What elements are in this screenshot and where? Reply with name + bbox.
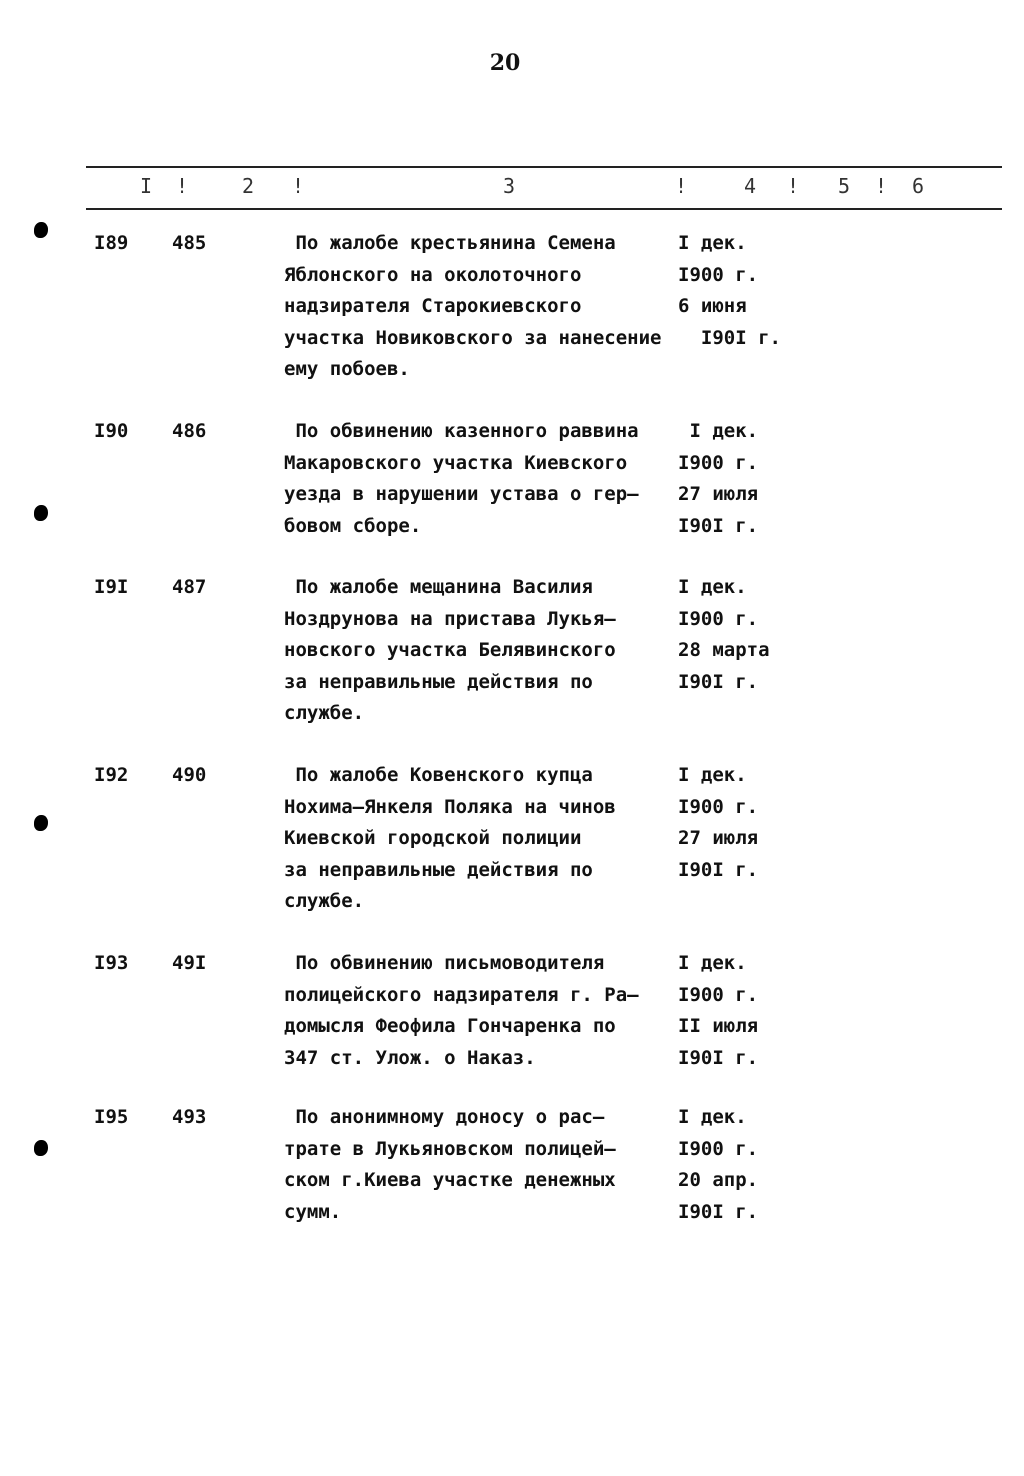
table-header-row <box>86 174 1002 200</box>
description-line: домысля Феофила Гончаренка по <box>284 1015 616 1037</box>
date-line: I90I г. <box>678 514 759 537</box>
punch-hole-icon <box>34 815 48 831</box>
entry-number: I89 <box>94 232 129 254</box>
date-line: I90I г. <box>678 1200 759 1223</box>
file-number: 493 <box>172 1106 207 1128</box>
case-description <box>284 760 679 918</box>
description-line: По жалобе мещанина Василия <box>284 576 593 598</box>
description-line: По жалобе Ковенского купца <box>284 764 593 786</box>
case-description <box>284 228 679 386</box>
date-line: I дек. <box>678 764 747 786</box>
file-number: 490 <box>172 764 207 786</box>
description-line: Ноздрунова на пристава Лукья– <box>284 607 616 630</box>
date-line: I дек. <box>678 420 759 442</box>
case-description <box>284 1102 679 1228</box>
description-line: 347 ст. Улож. о Наказ. <box>284 1046 536 1069</box>
date-line: I90I г. <box>678 1046 759 1069</box>
description-line: По обвинению казенного раввина <box>284 420 639 442</box>
date-line: 20 апр. <box>678 1169 759 1191</box>
date-range <box>678 760 758 886</box>
description-line: сумм. <box>284 1200 342 1223</box>
case-description <box>284 416 679 542</box>
date-line: I дек. <box>678 1106 747 1128</box>
description-line: трате в Лукьяновском полицей– <box>284 1137 616 1160</box>
column-header-2: 2 <box>242 174 255 198</box>
date-line: I90I г. <box>678 858 759 881</box>
date-range <box>678 228 781 354</box>
date-line: I дек. <box>678 952 747 974</box>
date-line: 6 июня <box>678 295 747 317</box>
punch-hole-icon <box>34 222 48 238</box>
date-line: I90I г. <box>678 670 759 693</box>
description-line: уезда в нарушении устава о гер– <box>284 483 639 505</box>
description-line: По жалобе крестьянина Семена <box>284 232 616 254</box>
column-header-I: I <box>140 174 153 198</box>
column-separator: ! <box>787 174 800 198</box>
description-line: ему побоев. <box>284 358 410 380</box>
description-line: надзирателя Старокиевского <box>284 295 582 317</box>
entry-number: I90 <box>94 420 129 442</box>
date-range <box>678 948 758 1074</box>
column-separator: ! <box>875 174 888 198</box>
entry-number: I93 <box>94 952 129 974</box>
date-line: I дек. <box>678 576 747 598</box>
column-header-6: 6 <box>912 174 925 198</box>
case-description <box>284 572 679 730</box>
description-line: Яблонского на околоточного <box>284 263 582 286</box>
description-line: По обвинению письмоводителя <box>284 952 605 974</box>
file-number: 487 <box>172 576 207 598</box>
file-number: 49I <box>172 952 207 974</box>
description-line: бовом сборе. <box>284 514 422 537</box>
date-line: 28 марта <box>678 639 770 661</box>
entry-number: I9I <box>94 576 129 598</box>
punch-hole-icon <box>34 505 48 521</box>
date-line: 27 июля <box>678 483 759 505</box>
column-separator: ! <box>675 174 688 198</box>
date-line: II июля <box>678 1015 759 1037</box>
description-line: Нохима–Янкеля Поляка на чинов <box>284 795 616 818</box>
description-line: Киевской городской полиции <box>284 827 582 849</box>
date-line: I900 г. <box>678 1137 759 1160</box>
date-line: I900 г. <box>678 795 759 818</box>
description-line: По анонимному доносу о рас– <box>284 1106 605 1128</box>
description-line: за неправильные действия по <box>284 670 593 693</box>
column-separator: ! <box>292 174 305 198</box>
description-line: за неправильные действия по <box>284 858 593 881</box>
date-line: I900 г. <box>678 607 759 630</box>
date-line: I900 г. <box>678 263 759 286</box>
column-separator: ! <box>176 174 189 198</box>
date-line: 27 июля <box>678 827 759 849</box>
date-range <box>678 416 758 542</box>
date-range <box>678 1102 758 1228</box>
date-line: I дек. <box>678 232 747 254</box>
punch-hole-icon <box>34 1140 48 1156</box>
description-line: новского участка Белявинского <box>284 639 616 661</box>
description-line: службе. <box>284 890 365 912</box>
entry-number: I92 <box>94 764 129 786</box>
description-line: службе. <box>284 702 365 724</box>
file-number: 486 <box>172 420 207 442</box>
date-line: I900 г. <box>678 983 759 1006</box>
date-line: I90I г. <box>678 326 781 349</box>
entry-number: I95 <box>94 1106 129 1128</box>
description-line: полицейского надзирателя г. Ра– <box>284 983 639 1006</box>
table-header-bottom-rule <box>86 208 1002 210</box>
case-description <box>284 948 679 1074</box>
column-header-5: 5 <box>838 174 851 198</box>
column-header-3: 3 <box>503 174 516 198</box>
description-line: участка Новиковского за нанесение <box>284 326 662 349</box>
description-line: ском г.Киева участке денежных <box>284 1169 616 1191</box>
description-line: Макаровского участка Киевского <box>284 451 628 474</box>
page-number: 20 <box>489 50 521 76</box>
column-header-4: 4 <box>744 174 757 198</box>
table-top-rule <box>86 166 1002 168</box>
date-line: I900 г. <box>678 451 759 474</box>
date-range <box>678 572 770 698</box>
file-number: 485 <box>172 232 207 254</box>
